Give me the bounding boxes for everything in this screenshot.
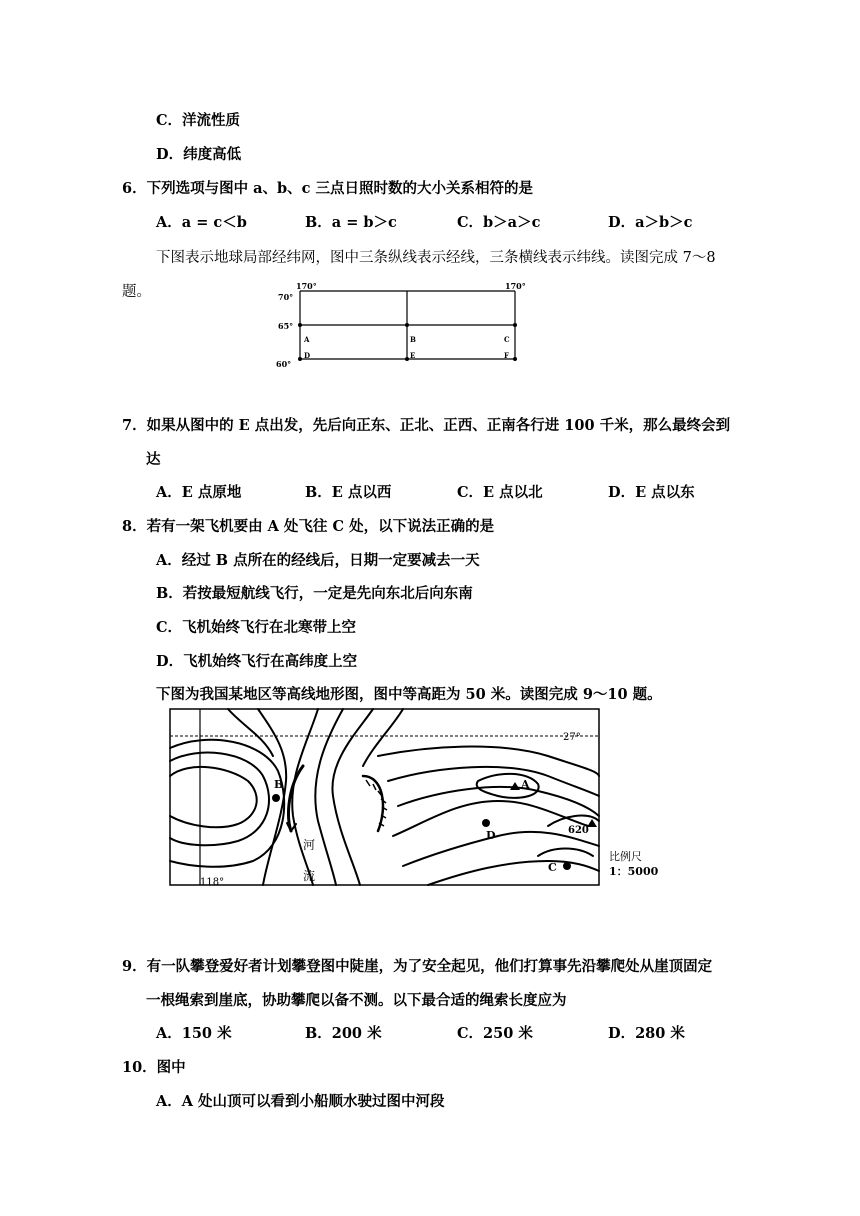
q5-option-c: C．洋流性质 [156, 112, 241, 129]
q9-option-c: C．250 米 [457, 1025, 533, 1042]
grid-point-d: D [304, 351, 311, 360]
contour-point-d: D [486, 829, 496, 842]
grid-point-c: C [504, 335, 510, 344]
q10-stem: 10．图中 [122, 1059, 186, 1076]
q7-stem-line1: 7．如果从图中的 E 点出发，先后向正东、正北、正西、正南各行进 100 千米，那么最终会到 [122, 417, 731, 434]
q9-stem-line1: 9．有一队攀登爱好者计划攀登图中陡崖，为了安全起见，他们打算事先沿攀爬处从崖顶固定 [122, 958, 713, 975]
q7-option-d: D．E 点以东 [608, 484, 695, 501]
q9-option-a: A．150 米 [156, 1025, 232, 1042]
scale-value: 1：5000 [609, 865, 659, 878]
grid-point-b: B [410, 335, 416, 344]
grid-point-a: A [304, 335, 310, 344]
elevation-620: 620 [568, 825, 589, 836]
q9-option-d: D．280 米 [608, 1025, 685, 1042]
lat-label-27: 27° [563, 732, 581, 743]
q6-option-a: A．a = c＜b [156, 214, 247, 231]
q6-option-d: D．a＞b＞c [608, 214, 693, 231]
contour-map-figure [168, 706, 668, 890]
lat-lon-grid-figure [270, 280, 530, 372]
intro-7-8-line2: 题。 [122, 284, 151, 300]
contour-point-c: C [548, 861, 557, 874]
grid-point-e: E [410, 351, 416, 360]
grid-point-f: F [504, 351, 509, 360]
river-label-1: 河 [303, 838, 316, 852]
q7-option-b: B．E 点以西 [305, 484, 392, 501]
intro-9-10: 下图为我国某地区等高线地形图，图中等高距为 50 米。读图完成 9～10 题。 [156, 686, 662, 703]
lat-label-70: 70° [278, 292, 294, 302]
lon-label-118: 118° [200, 877, 225, 888]
q5-option-d: D．纬度高低 [156, 146, 242, 163]
q7-option-c: C．E 点以北 [457, 484, 543, 501]
q9-option-b: B．200 米 [305, 1025, 382, 1042]
q8-option-a: A．经过 B 点所在的经线后，日期一定要减去一天 [156, 552, 480, 569]
q7-option-a: A．E 点原地 [156, 484, 242, 501]
q10-option-a: A．A 处山顶可以看到小船顺水驶过图中河段 [156, 1093, 445, 1110]
contour-point-a: A [521, 778, 530, 791]
q8-stem: 8．若有一架飞机要由 A 处飞往 C 处，以下说法正确的是 [122, 518, 495, 535]
river-label-2: 流 [303, 869, 316, 883]
q6-option-b: B．a = b＞c [305, 214, 397, 231]
q6-stem: 6．下列选项与图中 a、b、c 三点日照时数的大小关系相符的是 [122, 180, 534, 197]
scale-title: 比例尺 [609, 850, 642, 863]
intro-7-8-line1: 下图表示地球局部经纬网，图中三条纵线表示经线，三条横线表示纬线。读图完成 7～8 [156, 250, 716, 266]
q8-option-d: D．飞机始终飞行在高纬度上空 [156, 653, 358, 670]
lon-label-left: 170° [296, 281, 317, 291]
lon-label-right: 170° [505, 281, 526, 291]
q8-option-b: B．若按最短航线飞行，一定是先向东北后向东南 [156, 585, 473, 602]
contour-point-b: B [274, 778, 284, 791]
lat-label-65: 65° [278, 321, 294, 331]
q7-stem-line2: 达 [146, 451, 161, 468]
q8-option-c: C．飞机始终飞行在北寒带上空 [156, 619, 357, 636]
q6-option-c: C．b＞a＞c [457, 214, 541, 231]
lat-label-60: 60° [276, 359, 292, 369]
q9-stem-line2: 一根绳索到崖底，协助攀爬以备不测。以下最合适的绳索长度应为 [146, 992, 567, 1009]
